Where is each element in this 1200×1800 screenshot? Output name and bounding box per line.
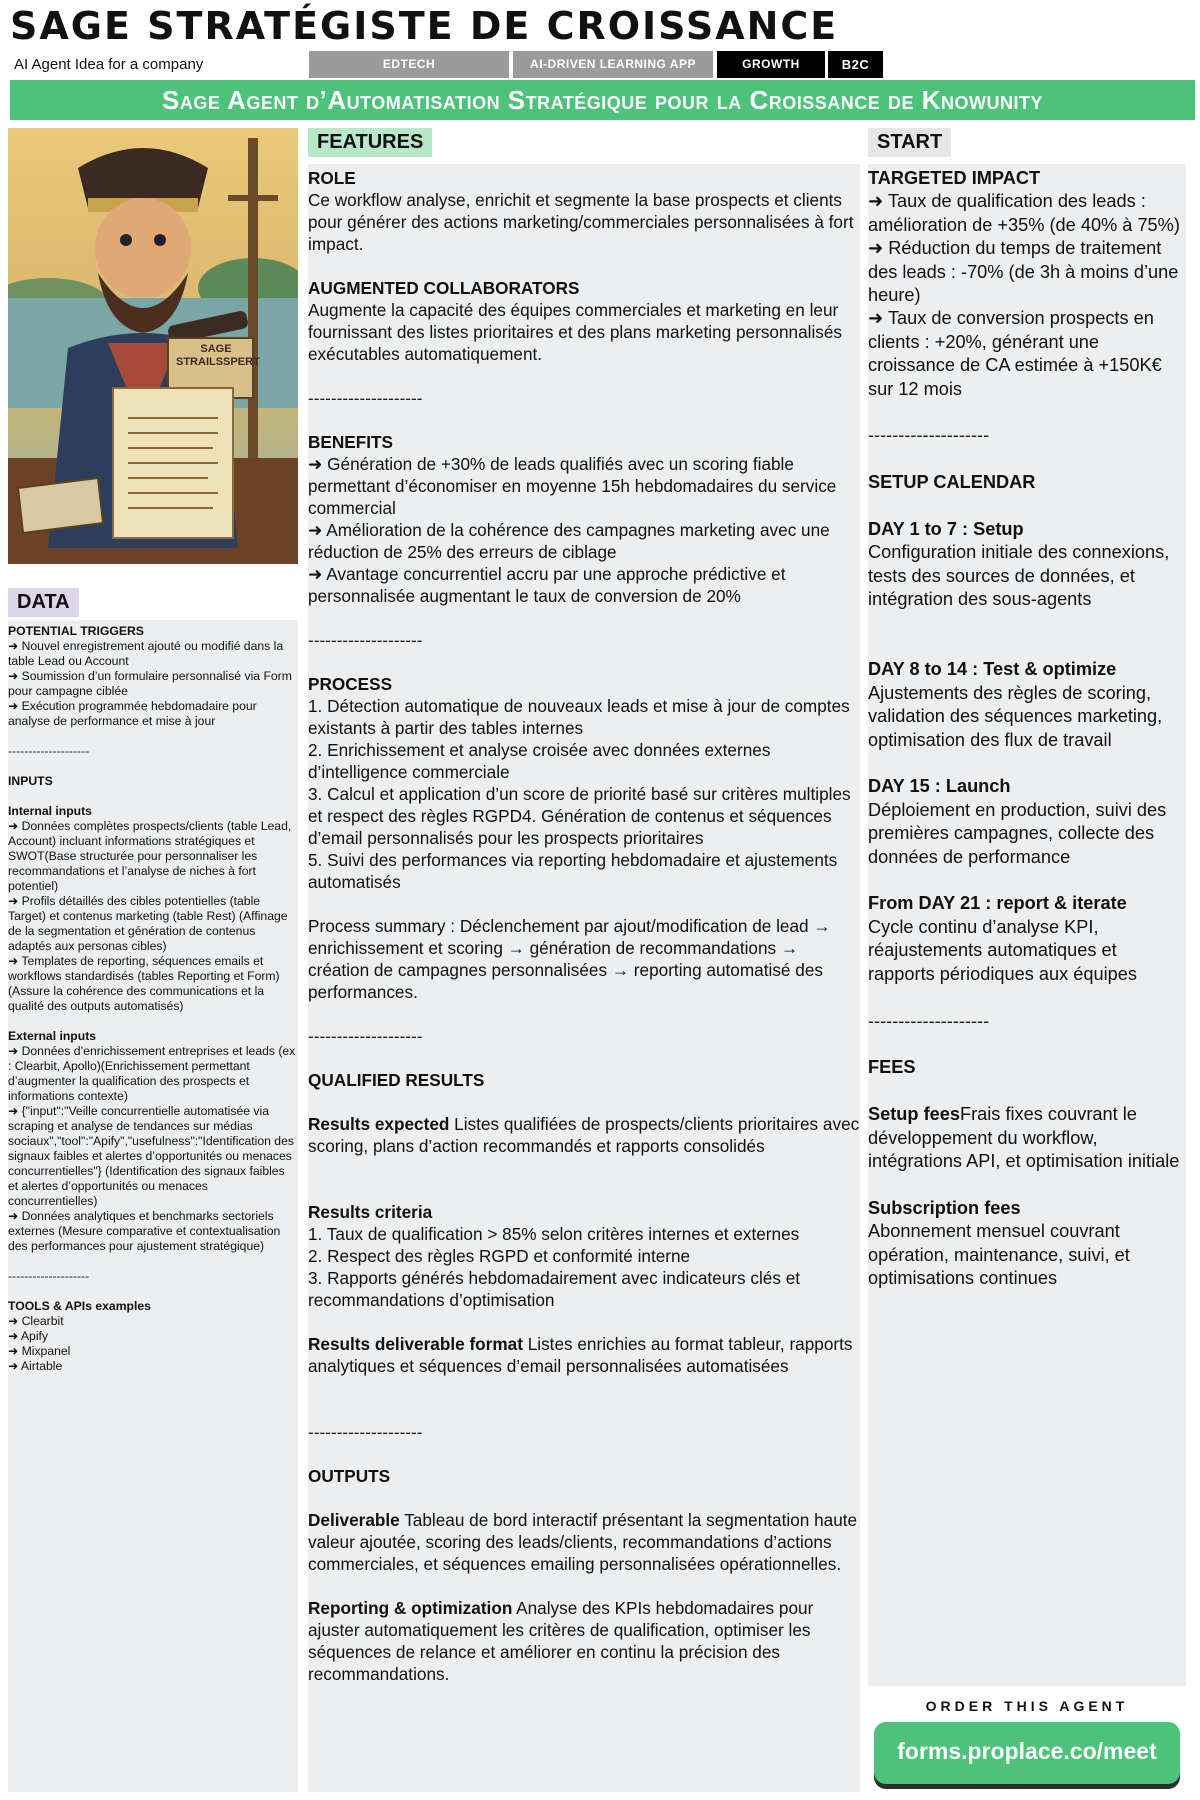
page-subtitle: AI Agent Idea for a company xyxy=(14,56,204,73)
day15-text: Déploiement en production, suivi des premières campagnes, collecte des données de performance xyxy=(868,799,1167,867)
deliverable xyxy=(308,1509,860,1575)
results-expected-text: Listes qualifiées de prospects/clients prioritaires avec scoring, plans d’action recommandés et rapports consolidés xyxy=(308,1114,860,1156)
order-label: ORDER THIS AGENT xyxy=(925,1698,1129,1714)
internal-input-item: ➜ Templates de reporting, séquences emails et workflows standardisés (tables Reporting et Form) (Assure la cohérence des communications et la qualité des outputs automatisés) xyxy=(8,954,280,1013)
start-heading: START xyxy=(868,128,951,157)
setup-fees-label: Setup fees xyxy=(868,1104,960,1125)
day15-title: DAY 15 : Launch xyxy=(868,776,1011,797)
day21-title: From DAY 21 : report & iterate xyxy=(868,893,1127,914)
tag-b2c: B2C xyxy=(828,51,883,78)
internal-inputs-title: Internal inputs xyxy=(8,804,92,818)
process-step: 3. Calcul et application d’un score de priorité basé sur critères multiples et respect des règles RGPD4. Génération de contenus et séquences d’email personnalisés pour les prospects prioritaires xyxy=(308,784,851,848)
order-link-button[interactable]: forms.proplace.co/meet xyxy=(874,1722,1180,1784)
benefit-item: ➜ Génération de +30% de leads qualifiés avec un scoring fiable permettant d’économiser en moyenne 15h hebdomadaires du service commercial xyxy=(308,454,837,518)
external-input-item: ➜ Données d’enrichissement entreprises et leads (ex : Clearbit, Apollo)(Enrichissement permettant d’augmenter la qualification des prospects et informations contexte) xyxy=(8,1044,296,1103)
separator: -------------------- xyxy=(308,630,423,650)
tool-item: ➜ Apify xyxy=(8,1329,49,1343)
fees-title: FEES xyxy=(868,1057,916,1078)
separator: -------------------- xyxy=(308,1026,423,1046)
internal-input-item: ➜ Profils détaillés des cibles potentielles (table Target) et contenus marketing (table Rest) (Affinage de la segmentation et génération de contenus adaptés aux personas cibles) xyxy=(8,894,288,953)
process-step: 1. Détection automatique de nouveaux leads et mise à jour de comptes existants à partir des tables internes xyxy=(308,696,850,738)
role-text: Ce workflow analyse, enrichit et segmente la base prospects et clients pour générer des actions marketing/commerciales personnalisées à fort impact. xyxy=(308,190,854,254)
trigger-item: ➜ Exécution programmée hebdomadaire pour analyse de performance et mise à jour xyxy=(8,699,257,728)
impact-title: TARGETED IMPACT xyxy=(868,168,1041,188)
results-format xyxy=(308,1333,860,1377)
sign-text: SAGE STRAILSSPERT xyxy=(176,343,260,368)
criteria-item: 3. Rapports générés hebdomadairement avec indicateurs clés et recommandations d’optimisation xyxy=(308,1268,801,1310)
benefit-item: ➜ Avantage concurrentiel accru par une approche prédictive et personnalisée augmentant le taux de conversion de 20% xyxy=(308,564,786,606)
day8-text: Ajustements des règles de scoring, validation des séquences marketing, optimisation des flux de travail xyxy=(868,682,1163,750)
process-step: 2. Enrichissement et analyse croisée avec données externes d’intelligence commerciale xyxy=(308,740,771,782)
reporting-text: Analyse des KPIs hebdomadaires pour ajuster automatiquement les critères de qualification, optimiser les séquences de relance et améliorer en continu la précision des recommandations. xyxy=(308,1598,814,1684)
impact-item: ➜ Taux de conversion prospects en clients : +20%, générant une croissance de CA estimée à +150K€ sur 12 mois xyxy=(868,308,1162,399)
collab-title: AUGMENTED COLLABORATORS xyxy=(308,278,580,298)
triggers-title: POTENTIAL TRIGGERS xyxy=(8,624,144,638)
role-title: ROLE xyxy=(308,168,356,188)
results-expected-label: Results expected xyxy=(308,1114,450,1134)
qualified-results-title: QUALIFIED RESULTS xyxy=(308,1070,485,1090)
process-title: PROCESS xyxy=(308,674,393,694)
day8-title: DAY 8 to 14 : Test & optimize xyxy=(868,659,1117,680)
pirate-illustration xyxy=(8,128,298,564)
process-step: 5. Suivi des performances via reporting hebdomadaire et ajustements automatisés xyxy=(308,850,838,892)
setup-fees xyxy=(868,1103,1186,1173)
results-format-label: Results deliverable format xyxy=(308,1334,523,1354)
tools-title: TOOLS & APIs examples xyxy=(8,1299,151,1313)
outputs-title: OUTPUTS xyxy=(308,1466,391,1486)
tag-growth: GROWTH xyxy=(717,51,825,78)
process-summary: Process summary : Déclenchement par ajout/modification de lead → enrichissement et scoring → génération de recommandations → création de campagnes personnalisées → reporting automatisé des performances. xyxy=(308,916,831,1002)
external-inputs-title: External inputs xyxy=(8,1029,97,1043)
impact-item: ➜ Réduction du temps de traitement des leads : -70% (de 3h à moins d’une heure) xyxy=(868,238,1179,306)
day1-title: DAY 1 to 7 : Setup xyxy=(868,519,1024,540)
trigger-item: ➜ Soumission d’un formulaire personnalisé via Form pour campagne ciblée xyxy=(8,669,292,698)
separator: -------------------- xyxy=(8,744,90,758)
title-banner: Sage Agent d’Automatisation Stratégique pour la Croissance de Knowunity xyxy=(10,80,1195,120)
collab-text: Augmente la capacité des équipes commerciales et marketing en leur fournissant des listes prioritaires et des plans marketing personnalisés exécutables automatiquement. xyxy=(308,300,843,364)
deliverable-text: Tableau de bord interactif présentant la segmentation haute valeur ajoutée, scoring des leads/clients, recommandations d’actions commerciales, et séquences emailing personnalisées opérationnelles. xyxy=(308,1510,858,1574)
day21-text: Cycle continu d’analyse KPI, réajustements automatiques et rapports périodiques aux équipes xyxy=(868,916,1137,984)
tag-ai-learning-app: AI-DRIVEN LEARNING APP xyxy=(513,51,713,78)
features-panel xyxy=(308,164,860,1792)
external-input-item: ➜ Données analytiques et benchmarks sectoriels externes (Mesure comparative et contextualisation des performances pour ajustement stratégique) xyxy=(8,1209,281,1253)
tag-edtech: EDTECH xyxy=(309,51,509,78)
criteria-item: 1. Taux de qualification > 85% selon critères internes et externes xyxy=(308,1224,800,1244)
reporting-label: Reporting & optimization xyxy=(308,1598,513,1618)
separator: -------------------- xyxy=(308,388,423,408)
data-panel xyxy=(8,620,298,1792)
results-format-text: Listes enrichies au format tableur, rapports analytiques et séquences d’email personnalisées automatisées xyxy=(308,1334,853,1376)
external-input-item: ➜ {"input":"Veille concurrentielle automatisée via scraping et analyse de tendances sur médias sociaux","tool":"Apify","usefulness":"Identification des signaux faibles et alertes d’opportunités ou menaces concurrentielles"} (Identification des signaux faibles et alertes d’opportunités ou menaces concurrentielles) xyxy=(8,1104,294,1208)
separator: -------------------- xyxy=(308,1422,423,1442)
results-criteria-title: Results criteria xyxy=(308,1202,433,1222)
day1-text: Configuration initiale des connexions, tests des sources de données, et intégration des sous-agents xyxy=(868,542,1170,610)
impact-item: ➜ Taux de qualification des leads : amélioration de +35% (de 40% à 75%) xyxy=(868,191,1180,235)
trigger-item: ➜ Nouvel enregistrement ajouté ou modifié dans la table Lead ou Account xyxy=(8,639,284,668)
setup-fees-text: Frais fixes couvrant le développement du workflow, intégrations API, et optimisation initiale xyxy=(868,1104,1180,1171)
benefit-item: ➜ Amélioration de la cohérence des campagnes marketing avec une réduction de 25% des erreurs de ciblage xyxy=(308,520,830,562)
deliverable-label: Deliverable xyxy=(308,1510,400,1530)
data-heading: DATA xyxy=(8,588,79,617)
page-title: SAGE STRATÉGISTE DE CROISSANCE xyxy=(10,4,839,48)
separator: -------------------- xyxy=(868,425,990,446)
separator: -------------------- xyxy=(868,1010,990,1031)
internal-input-item: ➜ Données complètes prospects/clients (table Lead, Account) incluant informations stratégiques et SWOT(Base structurée pour personnaliser les recommandations et l’analyse de niches à fort potentiel) xyxy=(8,819,292,893)
calendar-title: SETUP CALENDAR xyxy=(868,472,1036,493)
features-heading: FEATURES xyxy=(308,128,432,157)
tool-item: ➜ Airtable xyxy=(8,1359,63,1373)
subscription-fees-text: Abonnement mensuel couvrant opération, maintenance, suivi, et optimisations continues xyxy=(868,1221,1130,1288)
results-expected xyxy=(308,1113,860,1157)
tool-item: ➜ Clearbit xyxy=(8,1314,64,1328)
inputs-title: INPUTS xyxy=(8,774,53,788)
separator: -------------------- xyxy=(8,1269,90,1283)
criteria-item: 2. Respect des règles RGPD et conformité interne xyxy=(308,1246,691,1266)
tool-item: ➜ Mixpanel xyxy=(8,1344,71,1358)
start-panel xyxy=(868,164,1186,1686)
reporting xyxy=(308,1597,860,1685)
benefits-title: BENEFITS xyxy=(308,432,393,452)
subscription-fees-label: Subscription fees xyxy=(868,1197,1021,1218)
